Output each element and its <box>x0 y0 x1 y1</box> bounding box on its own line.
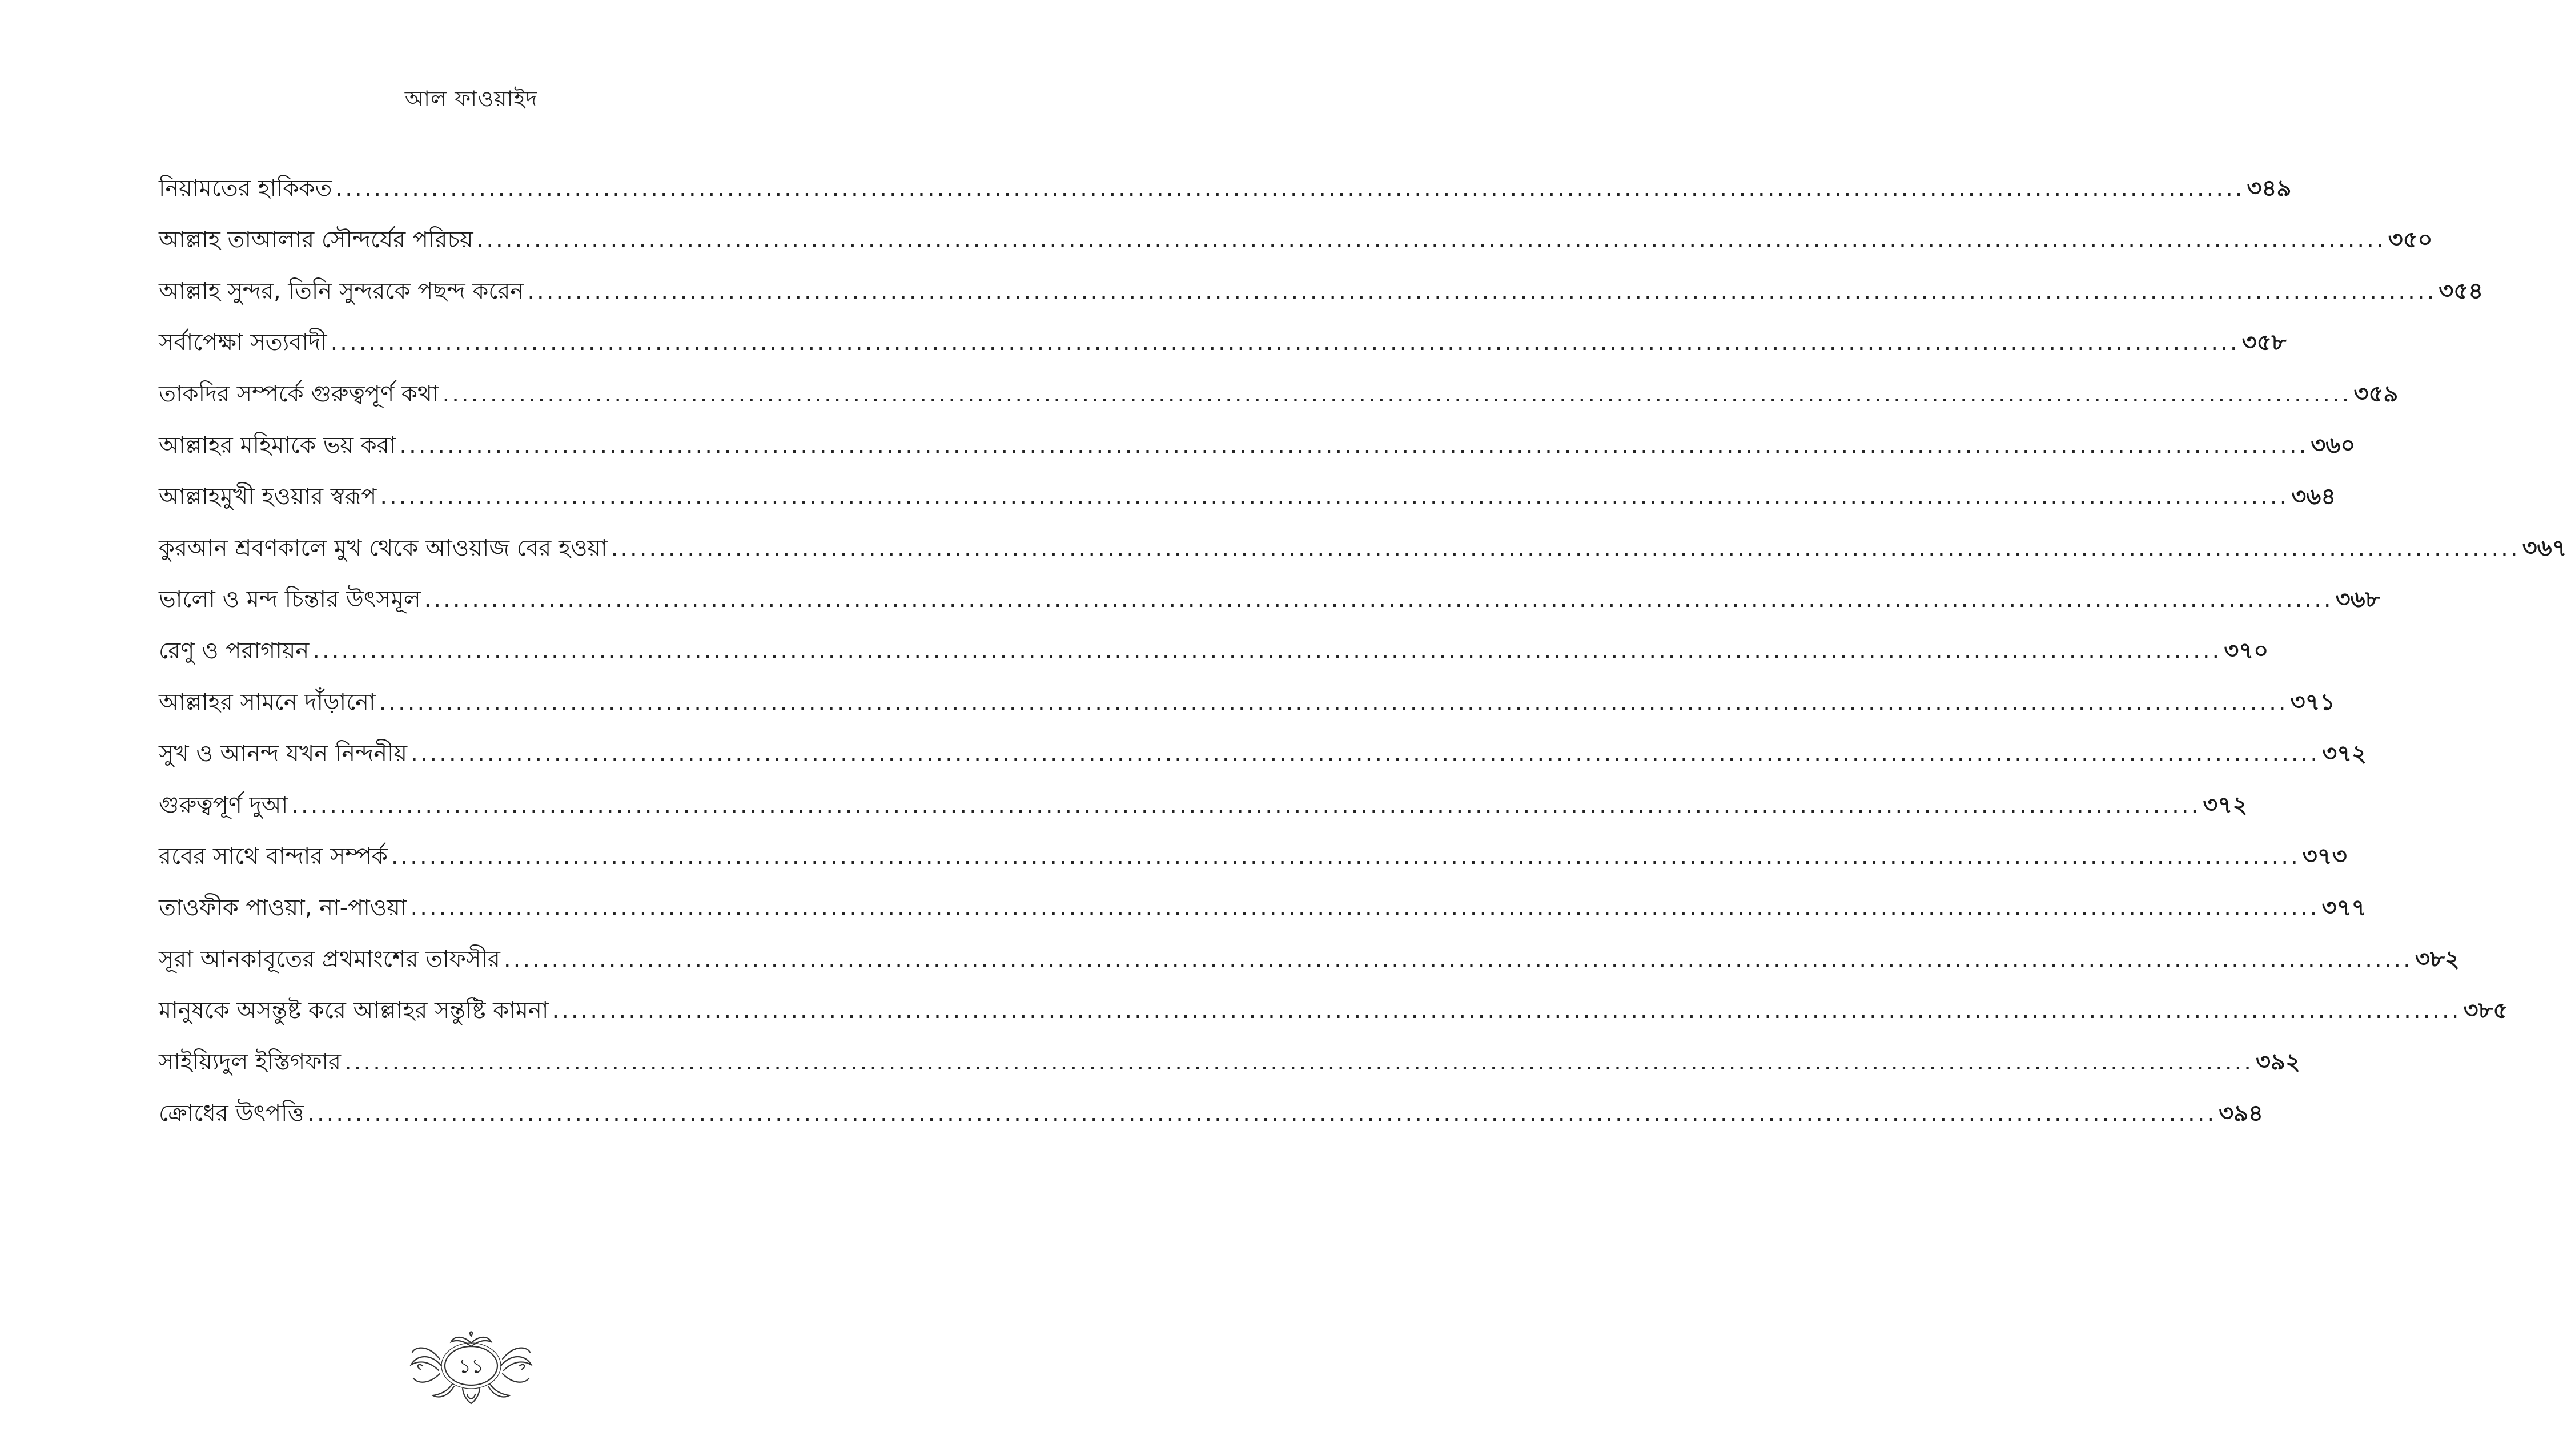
toc-entry <box>159 325 2287 377</box>
toc-entry-title: কুরআন শ্রবণকালে মুখ থেকে আওয়াজ বের হওয়া <box>159 535 608 561</box>
toc-entry <box>159 377 2399 428</box>
toc-entry-page-number: ৩৪৯ <box>2247 175 2292 202</box>
dot-leader: ........................................................................................................................................................................................................ <box>610 535 2520 561</box>
toc-entry <box>159 274 2484 325</box>
toc-entry-title: ভালো ও মন্দ চিন্তার উৎসমূল <box>159 586 421 613</box>
dot-leader: ........................................................................................................................................................................................................ <box>503 946 2413 972</box>
toc-entry-title: আল্লাহর সামনে দাঁড়ানো <box>159 689 376 715</box>
toc-entry-title: আল্লাহ সুন্দর, তিনি সুন্দরকে পছন্দ করেন <box>159 278 524 304</box>
dot-leader: ........................................................................................................................................................................................................ <box>291 792 2201 818</box>
toc-entry-title: মানুষকে অসন্তুষ্ট করে আল্লাহর সন্তুষ্টি কামনা <box>159 998 549 1024</box>
toc-entry-title: রেণু ও পরাগায়ন <box>159 638 310 664</box>
page-number: ১১ <box>458 1355 484 1378</box>
toc-entry-page-number: ৩৫৮ <box>2241 329 2287 356</box>
dot-leader: ........................................................................................................................................................................................................ <box>380 484 2289 510</box>
dot-leader: ........................................................................................................................................................................................................ <box>424 586 2333 613</box>
dot-leader: ........................................................................................................................................................................................................ <box>527 278 2437 304</box>
toc-entry <box>159 942 2460 994</box>
toc-entry-page-number: ৩৭১ <box>2290 689 2335 715</box>
toc-entry <box>159 171 2292 223</box>
toc-entry-page-number: ৩৬০ <box>2311 432 2356 458</box>
toc-entry-page-number: ৩৬৮ <box>2335 586 2380 613</box>
dot-leader: ........................................................................................................................................................................................................ <box>410 895 2320 921</box>
page-folio <box>400 1325 543 1410</box>
toc-entry-title: আল্লাহর মহিমাকে ভয় করা <box>159 432 396 458</box>
toc-entry-title: সাইয়্যিদুল ইস্তিগফার <box>159 1049 342 1075</box>
toc-entry <box>159 480 2336 531</box>
toc-entry-page-number: ৩৭২ <box>2322 741 2367 767</box>
toc-entry <box>159 428 2356 480</box>
dot-leader: ........................................................................................................................................................................................................ <box>344 1049 2254 1075</box>
toc-entry-title: রবের সাথে বান্দার সম্পর্ক <box>159 843 388 870</box>
toc-entry-title: নিয়ামতের হাকিকত <box>159 175 332 202</box>
toc-entry-title: আল্লাহমুখী হওয়ার স্বরূপ <box>159 484 377 510</box>
toc-entry-page-number: ৩৬৭ <box>2522 535 2567 561</box>
dot-leader: ........................................................................................................................................................................................................ <box>307 1100 2217 1127</box>
toc-entry-page-number: ৩৭২ <box>2203 792 2248 818</box>
dot-leader: ........................................................................................................................................................................................................ <box>399 432 2309 458</box>
dot-leader: ........................................................................................................................................................................................................ <box>391 843 2300 870</box>
table-of-contents <box>159 171 2567 1148</box>
toc-entry <box>159 531 2567 582</box>
toc-entry-page-number: ৩৬৪ <box>2291 484 2336 510</box>
toc-entry-page-number: ৩৭৩ <box>2302 843 2347 870</box>
toc-entry-title: গুরুত্বপূর্ণ দুআ <box>159 792 288 818</box>
dot-leader: ........................................................................................................................................................................................................ <box>552 998 2461 1024</box>
toc-entry <box>159 891 2367 942</box>
dot-leader: ........................................................................................................................................................................................................ <box>379 689 2288 715</box>
dot-leader: ........................................................................................................................................................................................................ <box>330 329 2240 356</box>
toc-entry-page-number: ৩৯২ <box>2256 1049 2300 1075</box>
toc-entry <box>159 788 2248 839</box>
toc-entry-page-number: ৩৭০ <box>2224 638 2269 664</box>
dot-leader: ........................................................................................................................................................................................................ <box>476 227 2386 253</box>
toc-entry-page-number: ৩৫০ <box>2388 227 2433 253</box>
toc-entry <box>159 634 2269 685</box>
toc-entry-page-number: ৩৮৫ <box>2463 998 2508 1024</box>
dot-leader: ........................................................................................................................................................................................................ <box>335 175 2245 202</box>
toc-entry <box>159 1045 2300 1096</box>
dot-leader: ........................................................................................................................................................................................................ <box>442 381 2352 407</box>
toc-entry-page-number: ৩৫৪ <box>2439 278 2484 304</box>
toc-entry <box>159 582 2380 634</box>
toc-entry-title: সুখ ও আনন্দ যখন নিন্দনীয় <box>159 741 408 767</box>
toc-entry-title: তাওফীক পাওয়া, না-পাওয়া <box>159 895 407 921</box>
toc-entry-title: আল্লাহ তাআলার সৌন্দর্যের পরিচয় <box>159 227 473 253</box>
toc-entry-title: তাকদির সম্পর্কে গুরুত্বপূর্ণ কথা <box>159 381 439 407</box>
dot-leader: ........................................................................................................................................................................................................ <box>312 638 2222 664</box>
toc-entry <box>159 737 2367 788</box>
toc-entry-title: সূরা আনকাবূতের প্রথমাংশের তাফসীর <box>159 946 500 972</box>
toc-entry <box>159 685 2335 737</box>
toc-entry-title: সর্বাপেক্ষা সত্যবাদী <box>159 329 327 356</box>
toc-entry <box>159 1096 2264 1148</box>
toc-entry <box>159 994 2508 1045</box>
toc-entry-page-number: ৩৫৯ <box>2353 381 2399 407</box>
toc-entry-page-number: ৩৮২ <box>2415 946 2460 972</box>
toc-entry <box>159 223 2433 274</box>
running-header: আল ফাওয়াইদ <box>404 86 538 111</box>
toc-entry <box>159 839 2347 891</box>
toc-entry-page-number: ৩৯৪ <box>2219 1100 2264 1127</box>
toc-entry-title: ক্রোধের উৎপত্তি <box>159 1100 304 1127</box>
dot-leader: ........................................................................................................................................................................................................ <box>411 741 2320 767</box>
toc-entry-page-number: ৩৭৭ <box>2321 895 2367 921</box>
